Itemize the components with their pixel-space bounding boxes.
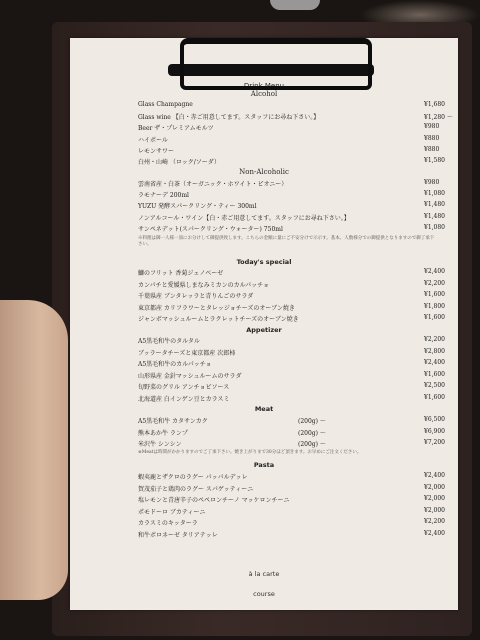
menu-item-name: サンペネデット(スパークリング・ウォーター) 750ml (138, 225, 283, 233)
menu-item-price: ¥6,500 (424, 416, 445, 423)
menu-item-price: ¥2,400 (424, 472, 445, 479)
menu-item (138, 101, 448, 111)
menu-item-name: ノンアルコール・ワイン【白・赤ご用意してます。スタッフにお尋ね下さい。】 (138, 214, 350, 222)
menu-item (138, 157, 448, 167)
menu-item (138, 382, 448, 392)
pasta-header: Pasta (253, 461, 275, 469)
meat-note: ※Meatは時間がかかりますのでご了承下さい。焼き上がりまで30分ほど頂きます。お早めにご注文ください。 (138, 450, 362, 455)
menu-item-name: 東京都産 カリフラワーとタレッジョチーズのオーブン焼き (138, 304, 295, 312)
menu-item-price: ¥1,600 (424, 393, 445, 401)
menu-item-name: 賀茂茄子と鶏肉のラグー スパゲッティーニ (138, 485, 254, 493)
menu-item (138, 416, 448, 426)
menu-item-name: YUZU 発酵スパークリング・ティー 300ml (138, 203, 257, 211)
menu-item-price: ¥1,680 (424, 101, 445, 108)
menu-item-name: ラモナーデ 200ml (138, 192, 189, 200)
menu-item (138, 112, 453, 122)
menu-item-name: A5黒毛和牛のカルパッチョ (138, 361, 212, 368)
menu-item-name: カンパチと愛媛県しまなみミカンのカルパッチョ (138, 281, 269, 289)
menu-item-name: Beer ザ・プレミアムモルツ (138, 125, 214, 133)
menu-item (138, 428, 448, 438)
menu-item-name: 塩レモンと青唐辛子のペペロンチーノ マッケロンチーニ (138, 497, 290, 504)
menu-item-price: ¥2,800 (424, 347, 445, 355)
today-special-header: Today's special (236, 258, 292, 266)
menu-item-price: ¥2,000 (424, 495, 445, 502)
menu-item-price: ¥1,800 (424, 302, 445, 310)
menu-item-name: 山形県産 金針マッシュルームのサラダ (138, 372, 242, 380)
menu-item-name: 白州・山崎 （ロック/ソーダ） (138, 159, 220, 166)
menu-title: Drink Menu (243, 82, 285, 90)
menu-item (138, 371, 448, 381)
menu-item-price: ¥880 (424, 134, 440, 142)
menu-item (138, 439, 448, 449)
menu-item-price: ¥1,480 (424, 201, 445, 209)
menu-item-price: ¥880 (424, 145, 440, 153)
menu-item-name: 千葉県産 ブンタレッラと青りんごのサラダ (138, 293, 254, 300)
menu-item-name: 北海道産 白インゲン豆とカラスミ (138, 395, 230, 403)
menu-item-price: ¥6,900 (424, 427, 445, 435)
menu-item-name: 雲南省産・白茶（オーガニック・ホワイト・ピオニー） (138, 181, 288, 188)
menu-item (138, 224, 448, 234)
menu-item-price: ¥1,080 (424, 190, 445, 198)
menu-item-name: ハイボール (138, 136, 168, 144)
menu-item (138, 213, 448, 223)
a-la-carte-link[interactable]: à la carte (248, 570, 280, 578)
menu-item-price: ¥2,400 (424, 529, 445, 537)
menu-item-price: ¥1,480 (424, 212, 445, 220)
menu-item (138, 484, 448, 494)
menu-item (138, 135, 448, 145)
course-link[interactable]: course (253, 590, 275, 598)
menu-item (138, 472, 448, 482)
menu-item-price: ¥2,200 (424, 279, 445, 287)
menu-item-price: ¥2,500 (424, 382, 445, 389)
menu-item-name: 米沢牛 シンシン (138, 441, 182, 448)
menu-item (138, 359, 448, 369)
menu-item (138, 336, 448, 346)
menu-item-name: ジャンボマッシュルームとラクレットチーズのオーブン焼き (138, 316, 299, 323)
appetizer-header: Appetizer (246, 326, 282, 334)
menu-item-name: カラスミのキッターラ (138, 520, 198, 527)
menu-item (138, 280, 448, 290)
clip-handle (180, 38, 372, 90)
menu-item-price: ¥1,080 (424, 223, 445, 231)
menu-item (138, 495, 448, 505)
menu-item-price: ¥7,200 (424, 439, 445, 446)
menu-item-name: 和牛ボロネーゼ タリアテッレ (138, 531, 218, 539)
menu-item-name: ポモドーロ ブカティーニ (138, 508, 206, 516)
menu-item (138, 314, 448, 324)
menu-item (138, 201, 448, 211)
menu-item (138, 268, 448, 278)
menu-item (138, 303, 448, 313)
menu-item (138, 507, 448, 517)
menu-item-price: ¥2,200 (424, 518, 445, 525)
menu-item-price: ¥1,600 (424, 370, 445, 378)
menu-item-price: ¥1,600 (424, 314, 445, 321)
menu-item-name: A5黒毛和牛のタルタル (138, 338, 200, 345)
menu-item-name: ブッラータチーズと東京都産 次郎柿 (138, 349, 236, 357)
menu-item-portion: (200g) ～ (298, 418, 326, 425)
menu-item-price: ¥1,580 (424, 157, 445, 164)
menu-item (138, 394, 448, 404)
menu-item-name: A5黒毛和牛 カタサンカク (138, 418, 208, 425)
meat-header: Meat (254, 405, 274, 413)
menu-item-name: Glass wine 【白・赤ご用意してます。スタッフにお尋ね下さい。】 (138, 114, 320, 122)
menu-item-price: ¥980 (424, 179, 440, 186)
menu-item-price: ¥1,600 (424, 291, 445, 298)
menu-item-name: 蝦夷鹿とザクロのラグー パッパルデッレ (138, 474, 248, 481)
drink-note: ※料理は御一人様一皿にお分けして御提供致します。こちらの金額に量にご不安分けで示示す。基本、人数様分での御提供となりますので御了承下さい。 (138, 236, 435, 247)
alcohol-header: Alcohol (250, 90, 278, 98)
menu-item-price: ¥980 (424, 123, 440, 131)
menu-item (138, 123, 448, 133)
menu-content (70, 38, 458, 610)
hand (0, 300, 68, 600)
menu-paper (70, 38, 458, 610)
menu-item-price: ¥1,280 ～ (424, 114, 453, 122)
menu-item-price: ¥2,400 (424, 359, 445, 366)
menu-item-name: 旬野菜のグリル アンチョビソース (138, 384, 230, 391)
menu-item-portion: (200g) ～ (298, 441, 326, 448)
menu-item-name: レモンサワー (138, 147, 175, 155)
menu-item-name: 熊本あか牛 ランプ (138, 429, 188, 437)
menu-item-price: ¥2,400 (424, 268, 445, 275)
menu-item-portion: (200g) ～ (298, 429, 326, 437)
menu-item-price: ¥2,000 (424, 483, 445, 491)
menu-item-price: ¥2,200 (424, 336, 445, 343)
menu-item (138, 179, 448, 189)
menu-item-name: 鰤のフリット 香菊ジェノベーゼ (138, 270, 224, 277)
wine-glass (270, 0, 320, 10)
menu-item (138, 530, 448, 540)
menu-item (138, 518, 448, 528)
menu-item (138, 348, 448, 358)
non-alcohol-header: Non-Alcoholic (239, 168, 289, 176)
menu-item-name: Glass Champagne (138, 101, 193, 108)
menu-item (138, 190, 448, 200)
menu-item (138, 291, 448, 301)
menu-item-price: ¥2,000 (424, 506, 445, 514)
menu-item (138, 146, 448, 156)
